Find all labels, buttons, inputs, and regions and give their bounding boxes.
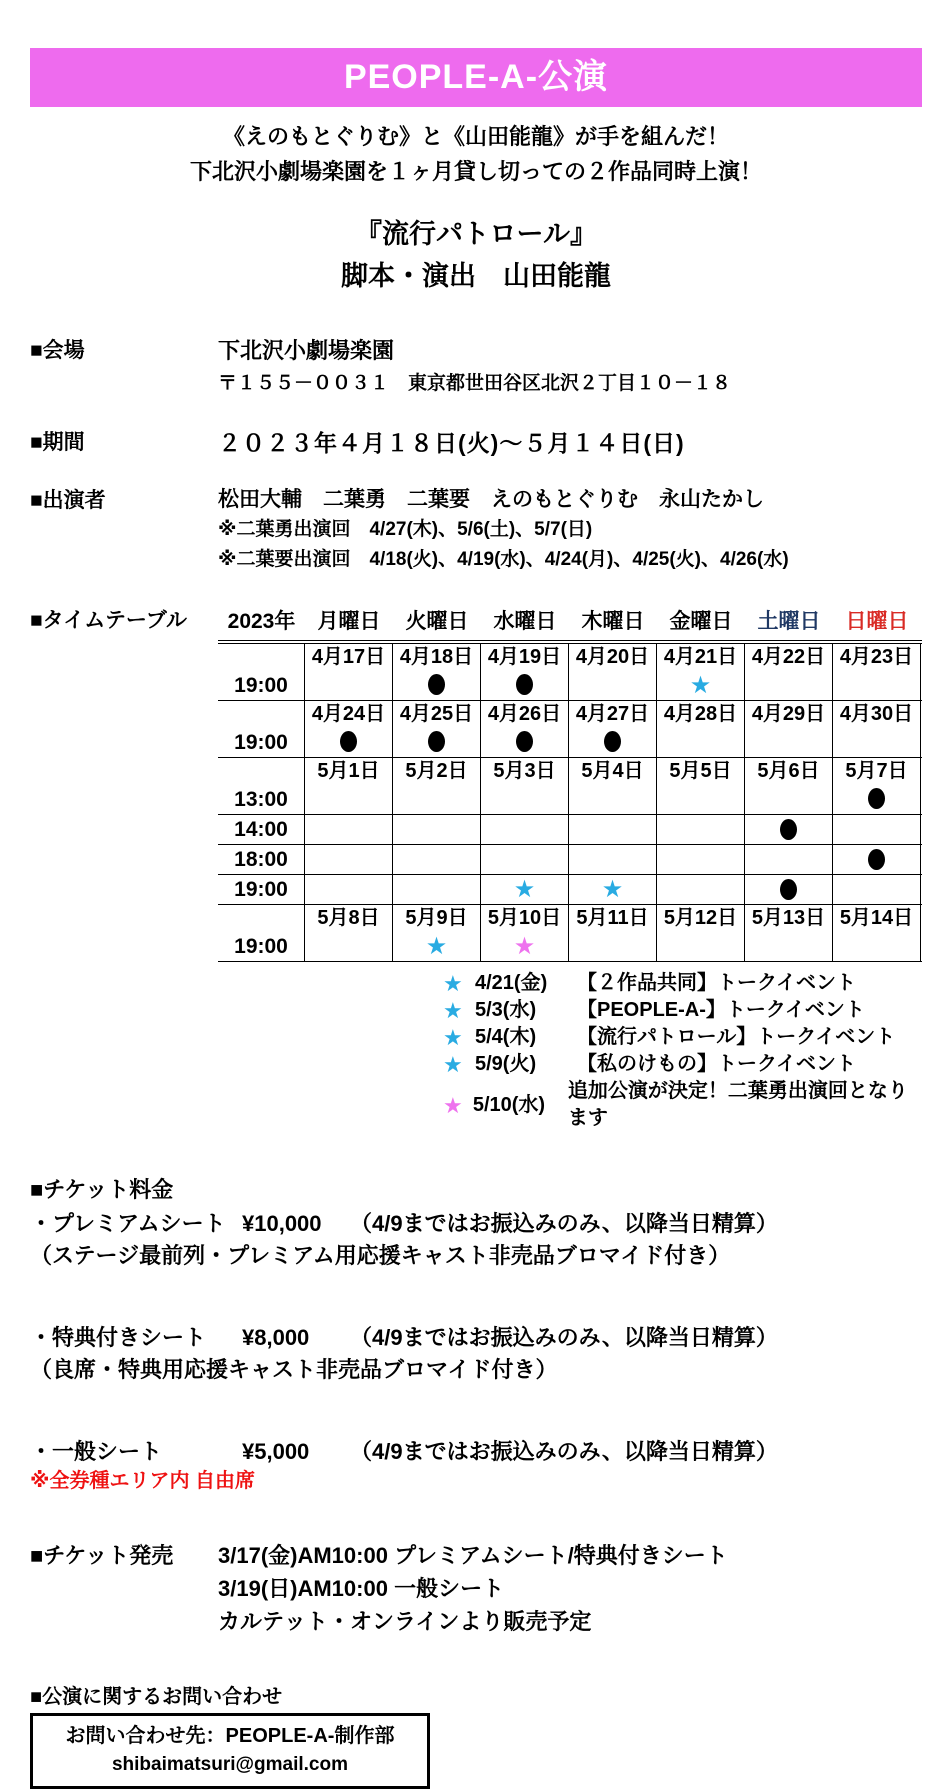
timetable-date: 4月30日 [839,703,914,725]
timetable-cell [481,815,569,844]
timetable-time-label: 14:00 [218,815,305,844]
performance-dot-mark [868,788,885,809]
timetable-cell [305,758,393,814]
timetable-cell [745,815,833,844]
timetable-day-header: 月曜日 [317,610,381,633]
timetable-cell [481,875,569,904]
timetable-cell [305,815,393,844]
timetable-cell [657,905,745,961]
subtitle-line: 《えのもとぐりむ》と《山田能龍》が手を組んだ！ [222,124,729,149]
ticket-condition: （4/9まではお振込みのみ、以降当日精算） [350,1211,778,1236]
timetable-cell [833,875,921,904]
timetable-cell [745,758,833,814]
timetable-cell [481,845,569,874]
timetable-cell [481,758,569,814]
ticket-note: （ステージ最前列・プレミアム用応援キャスト非売品ブロマイド付き） [30,1243,731,1268]
talk-event-star-mark: ★ [601,876,624,903]
timetable-cell [393,701,481,757]
timetable-cell [569,701,657,757]
legend-date: 5/3(水) [475,999,537,1021]
timetable [218,605,922,1132]
ticket-name: ・一般シート [30,1439,163,1464]
timetable-date: 5月3日 [493,760,556,782]
timetable-cell [481,701,569,757]
ticket-price: ¥8,000 [242,1325,310,1350]
ticket-sales-section [30,1539,922,1638]
timetable-empty-mark [786,943,790,961]
timetable-day-header: 土曜日 [757,610,821,633]
timetable-date: 4月22日 [751,646,826,668]
timetable-cell [305,875,393,904]
cast-label: ■出演者 [30,489,106,512]
timetable-date: 4月18日 [399,646,474,668]
show-title-block [30,213,922,297]
timetable-cell [393,905,481,961]
ticket-price: ¥5,000 [242,1439,310,1464]
performance-dot-mark [516,731,533,752]
timetable-cell [305,644,393,700]
ticket-price-section [30,1176,922,1495]
ticket-main-line [30,1438,922,1466]
timetable-date: 4月28日 [663,703,738,725]
legend-text: 追加公演が決定！二葉勇出演回となります [567,1080,908,1129]
timetable-row [218,758,922,815]
timetable-day-header: 日曜日 [845,610,909,633]
timetable-date: 4月24日 [311,703,386,725]
legend-date: 5/4(木) [475,1026,537,1048]
contact-section [30,1684,922,1789]
timetable-cell [393,758,481,814]
timetable-year-label: 2023年 [227,610,296,633]
timetable-cell [833,845,921,874]
timetable-empty-mark [698,943,702,961]
timetable-cell [569,875,657,904]
legend-blue-star-icon: ★ [443,1052,463,1077]
contact-box [30,1713,430,1789]
timetable-empty-mark [874,943,878,961]
venue-name: 下北沢小劇場楽園 [218,338,395,363]
timetable-date: 5月13日 [751,907,826,929]
period-label: ■期間 [30,431,85,454]
timetable-date: 5月2日 [405,760,468,782]
venue-section [30,335,922,401]
legend-row [443,970,922,997]
timetable-cell [305,905,393,961]
timetable-empty-mark [874,739,878,757]
legend-pink-star-icon: ★ [443,1092,463,1118]
timetable-cell [481,905,569,961]
performance-dot-mark [868,849,885,870]
timetable-time-label: 19:00 [218,701,305,757]
timetable-cell [393,815,481,844]
timetable-cell [305,701,393,757]
period-section [30,427,922,459]
ticket-gap [30,1384,922,1414]
ticket-main-line [30,1324,922,1352]
timetable-time-label: 19:00 [218,905,305,961]
timetable-date: 4月23日 [839,646,914,668]
title-banner: PEOPLE-A-公演 [30,48,922,107]
timetable-empty-mark [874,682,878,700]
talk-event-star-mark: ★ [425,933,448,960]
cast-notes [218,515,922,575]
show-title: 『流行パトロール』 [355,219,597,249]
legend-row [443,1051,922,1078]
legend-row [443,1078,922,1132]
ticket-condition: （4/9まではお振込みのみ、以降当日精算） [350,1439,778,1464]
timetable-cell [833,701,921,757]
timetable-cell [481,644,569,700]
timetable-time-label: 18:00 [218,845,305,874]
timetable-cell [745,905,833,961]
timetable-day-header: 水曜日 [493,610,557,633]
timetable-day-header: 火曜日 [405,610,469,633]
timetable-cell [393,845,481,874]
timetable-cell [657,758,745,814]
timetable-date: 5月4日 [581,760,644,782]
performance-dot-mark [604,731,621,752]
legend-date: 4/21(金) [475,972,548,994]
timetable-cell [833,905,921,961]
contact-department: お問い合わせ先：PEOPLE-A-制作部 [65,1725,395,1747]
cast-note: ※二葉要出演回 4/18(火)、4/19(水)、4/24(月)、4/25(火)、4/26(水) [218,549,789,570]
timetable-row [218,701,922,758]
timetable-label: ■タイムテーブル [30,609,187,632]
timetable-cell [569,644,657,700]
contact-email: shibaimatsuri@gmail.com [111,1754,349,1775]
ticket-note: （良席・特典用応援キャスト非売品ブロマイド付き） [30,1357,558,1382]
timetable-date: 4月17日 [311,646,386,668]
timetable-cell [569,758,657,814]
timetable-cell [745,644,833,700]
cast-section [30,485,922,575]
subtitle-line: 下北沢小劇場楽園を１ヶ月貸し切っての２作品同時上演！ [189,159,762,184]
timetable-date: 4月29日 [751,703,826,725]
performance-dot-mark [428,731,445,752]
ticket-item [30,1438,922,1466]
performance-dot-mark [780,879,797,900]
added-show-star-mark: ★ [513,933,536,960]
timetable-cell [393,875,481,904]
timetable-cell [833,815,921,844]
subtitle-block [30,119,922,189]
ticket-sales-lines [218,1539,922,1638]
timetable-cell [745,845,833,874]
ticket-gap [30,1270,922,1300]
timetable-cell [657,875,745,904]
ticket-condition: （4/9まではお振込みのみ、以降当日精算） [350,1325,778,1350]
timetable-cell [305,845,393,874]
timetable-date: 5月12日 [663,907,738,929]
legend-text: 【PEOPLE-A-】トークイベント [577,999,865,1021]
ticket-sales-line: 3/17(金)AM10:00 プレミアムシート/特典付きシート [218,1543,728,1568]
timetable-date: 4月19日 [487,646,562,668]
timetable-date: 5月5日 [669,760,732,782]
contact-label: ■公演に関するお問い合わせ [30,1686,283,1708]
legend-blue-star-icon: ★ [443,998,463,1023]
ticket-price: ¥10,000 [242,1211,322,1236]
timetable-empty-mark [346,796,350,814]
ticket-sales-label: ■チケット発売 [30,1543,174,1568]
timetable-time-label: 19:00 [218,644,305,700]
performance-dot-mark [340,731,357,752]
timetable-date: 5月7日 [845,760,908,782]
timetable-empty-mark [698,796,702,814]
timetable-cell [745,701,833,757]
timetable-date: 4月25日 [399,703,474,725]
timetable-empty-mark [698,739,702,757]
period-value: ２０２３年４月１８日(火)～５月１４日(日) [218,430,685,456]
timetable-legend [443,970,922,1132]
timetable-cell [569,845,657,874]
timetable-cell [657,815,745,844]
ticket-items [30,1210,922,1466]
timetable-row [218,815,922,845]
timetable-empty-mark [786,739,790,757]
timetable-time-label: 13:00 [218,758,305,814]
timetable-row [218,875,922,905]
timetable-grid [218,643,922,962]
timetable-date: 4月26日 [487,703,562,725]
timetable-date: 5月6日 [757,760,820,782]
timetable-cell [833,758,921,814]
cast-note: ※二葉勇出演回 4/27(木)、5/6(土)、5/7(日) [218,519,593,540]
legend-text: 【流行パトロール】トークイベント [577,1026,896,1048]
timetable-cell [833,644,921,700]
timetable-cell [393,644,481,700]
cast-members: 松田大輔 二葉勇 二葉要 えのもとぐりむ 永山たかし [218,488,764,511]
timetable-row [218,905,922,962]
timetable-date: 5月9日 [405,907,468,929]
ticket-sales-line: カルテット・オンラインより販売予定 [218,1609,592,1634]
timetable-date: 5月10日 [487,907,562,929]
ticket-price-label: ■チケット料金 [30,1177,174,1202]
legend-blue-star-icon: ★ [443,1025,463,1050]
timetable-empty-mark [346,682,350,700]
timetable-cell [657,845,745,874]
timetable-date: 5月8日 [317,907,380,929]
legend-row [443,997,922,1024]
venue-label: ■会場 [30,339,85,362]
timetable-empty-mark [434,796,438,814]
talk-event-star-mark: ★ [689,672,712,699]
timetable-date: 4月21日 [663,646,738,668]
legend-date: 5/10(水) [472,1093,546,1116]
show-credit: 脚本・演出 山田能龍 [341,261,611,291]
venue-address: 〒１５５－００３１ 東京都世田谷区北沢２丁目１０－１８ [218,373,732,394]
timetable-date: 5月14日 [839,907,914,929]
talk-event-star-mark: ★ [513,876,536,903]
timetable-empty-mark [610,682,614,700]
timetable-cell [657,644,745,700]
timetable-empty-mark [786,796,790,814]
timetable-date: 5月11日 [576,907,649,929]
timetable-empty-mark [610,943,614,961]
ticket-item [30,1324,922,1384]
ticket-name: ・特典付きシート [30,1325,207,1350]
legend-blue-star-icon: ★ [443,971,463,996]
timetable-date: 4月20日 [575,646,650,668]
ticket-main-line [30,1210,922,1238]
timetable-header-row [218,605,922,641]
timetable-section [30,605,922,1132]
timetable-empty-mark [786,682,790,700]
timetable-time-label: 19:00 [218,875,305,904]
ticket-sales-line: 3/19(日)AM10:00 一般シート [218,1576,505,1601]
legend-text: 【私のけもの】トークイベント [577,1053,856,1075]
timetable-row [218,644,922,701]
legend-row [443,1024,922,1051]
timetable-empty-mark [522,796,526,814]
timetable-day-header: 金曜日 [669,610,733,633]
ticket-item [30,1210,922,1270]
timetable-date: 4月27日 [575,703,650,725]
timetable-empty-mark [610,796,614,814]
ticket-name: ・プレミアムシート [30,1211,226,1236]
timetable-cell [657,701,745,757]
timetable-day-header: 木曜日 [581,610,645,633]
legend-date: 5/9(火) [475,1053,537,1075]
performance-dot-mark [428,674,445,695]
timetable-cell [745,875,833,904]
legend-text: 【２作品共同】トークイベント [577,972,856,994]
timetable-empty-mark [346,943,350,961]
timetable-cell [569,905,657,961]
timetable-row [218,845,922,875]
timetable-cell [569,815,657,844]
free-seating-note: ※全券種エリア内 自由席 [30,1470,255,1492]
performance-dot-mark [516,674,533,695]
timetable-date: 5月1日 [317,760,380,782]
performance-dot-mark [780,819,797,840]
